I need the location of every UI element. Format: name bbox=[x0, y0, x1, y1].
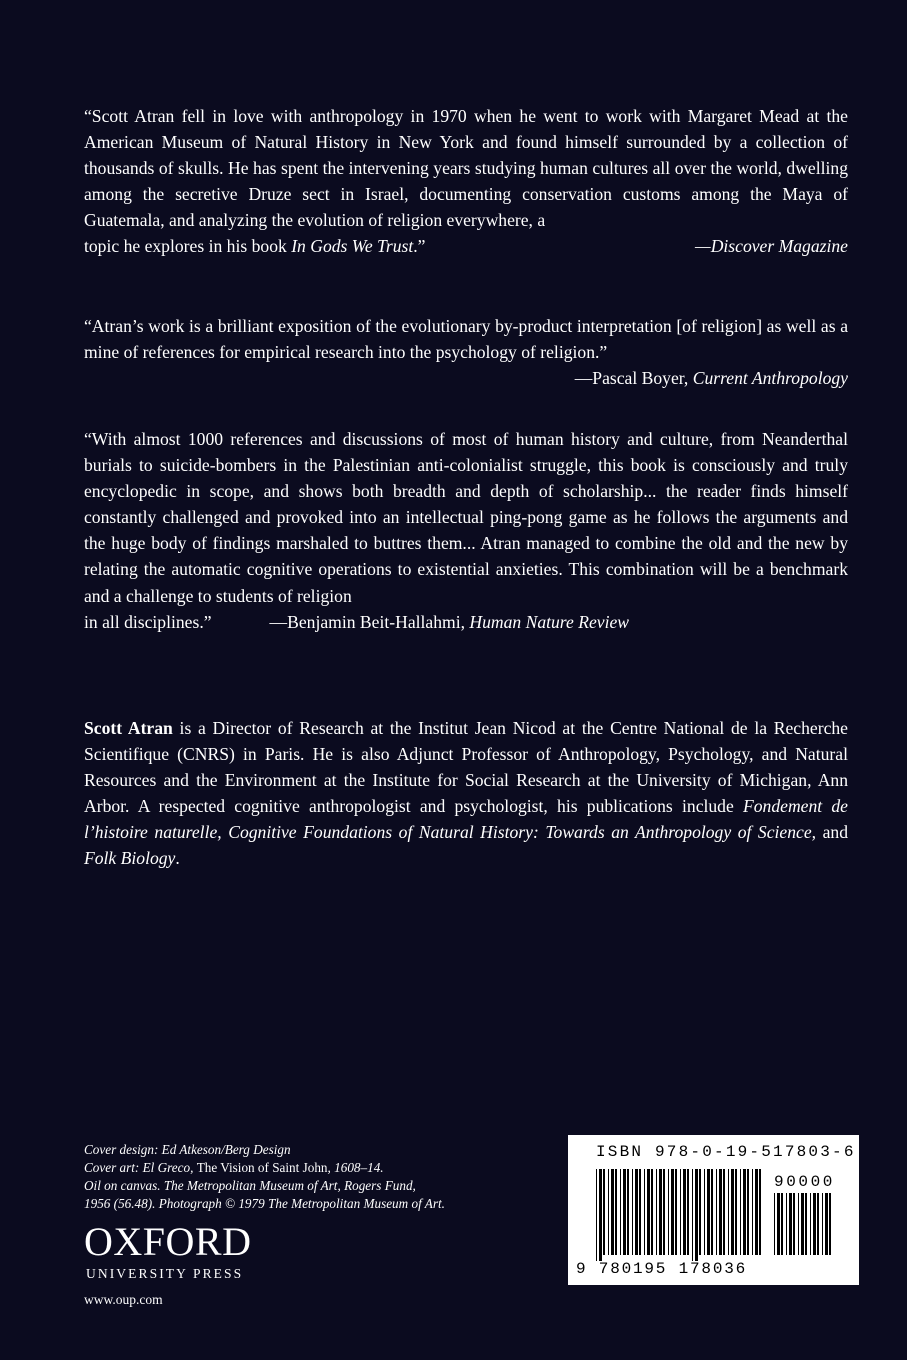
barcode-bar bbox=[620, 1169, 621, 1255]
barcode-bar bbox=[659, 1169, 662, 1255]
price-code: 90000 bbox=[774, 1173, 836, 1191]
barcode-bar bbox=[671, 1169, 674, 1255]
barcode-bar bbox=[687, 1169, 689, 1255]
oxford-subtitle: UNIVERSITY PRESS bbox=[86, 1266, 244, 1281]
barcode-bar bbox=[615, 1169, 617, 1255]
barcode-bar bbox=[647, 1169, 650, 1255]
credit-medium: Oil on canvas. The Metropolitan Museum of Art, Rogers Fund, bbox=[84, 1178, 416, 1194]
bio-works: Fondement de l’histoire naturelle, Cognitive Foundations of Natural History: Towards an Anthropology of Science, bbox=[84, 796, 848, 843]
credit-art-prefix: Cover art: El Greco, bbox=[84, 1160, 197, 1176]
quote-text-last: topic he explores in his book bbox=[84, 236, 292, 257]
barcode-bar bbox=[735, 1169, 737, 1255]
barcode-bar bbox=[810, 1193, 811, 1255]
quote-final-line bbox=[84, 233, 848, 259]
cover-credits bbox=[84, 1141, 524, 1213]
credit-art bbox=[84, 1159, 524, 1177]
barcode-bar bbox=[728, 1169, 729, 1255]
quote-attribution: —Discover Magazine bbox=[695, 236, 848, 257]
quote-attribution bbox=[84, 365, 848, 391]
barcode-bar bbox=[680, 1169, 681, 1255]
barcode-bar bbox=[623, 1169, 626, 1255]
barcode-bar bbox=[632, 1169, 633, 1255]
barcode-bar bbox=[599, 1169, 602, 1261]
barcode-bar bbox=[711, 1169, 713, 1255]
barcode-bar bbox=[743, 1169, 746, 1255]
barcode-bar bbox=[789, 1193, 792, 1255]
barcode-bar bbox=[781, 1193, 783, 1255]
barcode-bar bbox=[759, 1169, 761, 1255]
barcode-bar bbox=[644, 1169, 645, 1255]
barcode-box bbox=[568, 1135, 859, 1285]
attribution-name: —Benjamin Beit-Hallahmi, bbox=[269, 611, 470, 632]
publisher-website: www.oup.com bbox=[84, 1292, 163, 1307]
bio-text: is a Director of Research at the Institut Jean Nicod at the Centre National de la Recherche Scientifique (CNRS) in Paris. He is also Adjunct Professor of Anthropology, Psychology, and Natural Resources and the Environment at the Institute for Social Research at the University of Michigan, Ann Arbor. A respected cognitive anthropologist and psychologist, his publications include bbox=[84, 718, 848, 817]
barcode-bar bbox=[663, 1169, 665, 1255]
barcode-bar bbox=[825, 1193, 828, 1255]
barcode-bar bbox=[798, 1193, 799, 1255]
barcode-bar bbox=[731, 1169, 734, 1255]
barcode-bar bbox=[740, 1169, 741, 1255]
barcode-bar bbox=[793, 1193, 795, 1255]
barcode-bar bbox=[707, 1169, 710, 1255]
barcode-bar bbox=[704, 1169, 705, 1255]
attribution-source: Current Anthropology bbox=[692, 368, 848, 389]
barcode-bar bbox=[774, 1193, 775, 1255]
barcode-bar bbox=[699, 1169, 701, 1255]
barcode-bar bbox=[777, 1193, 780, 1255]
credit-art-title: The Vision of Saint John bbox=[196, 1160, 328, 1176]
quote-beit-hallahmi bbox=[84, 426, 848, 635]
credit-design: Cover design: Ed Atkeson/Berg Design bbox=[84, 1142, 291, 1157]
barcode-bar bbox=[627, 1169, 629, 1255]
barcode-bar bbox=[723, 1169, 725, 1255]
quote-final-line bbox=[84, 609, 848, 635]
barcode-bar bbox=[635, 1169, 638, 1255]
oxford-logo: OXFORD bbox=[84, 1219, 252, 1264]
barcode-bar bbox=[755, 1169, 758, 1255]
barcode-bar bbox=[611, 1169, 614, 1255]
barcode-bar bbox=[651, 1169, 653, 1255]
quote-text: “Atran’s work is a brilliant exposition of the evolutionary by-product interpretation [of religion] as well as a mine of references for empirical research into the psychology of religion.” bbox=[84, 316, 848, 363]
barcode-bar bbox=[603, 1169, 605, 1255]
barcode-bar bbox=[675, 1169, 677, 1255]
barcode-bar bbox=[719, 1169, 722, 1255]
isbn-label: ISBN 978-0-19-517803-6 bbox=[596, 1143, 856, 1161]
barcode-bar bbox=[817, 1193, 819, 1255]
barcode-bar bbox=[813, 1193, 816, 1255]
barcode-bar bbox=[801, 1193, 804, 1255]
barcode-bar bbox=[608, 1169, 609, 1255]
quote-text-last: in all disciplines.” bbox=[84, 611, 212, 632]
attribution-name: —Pascal Boyer, bbox=[574, 368, 693, 389]
barcode-bar bbox=[692, 1169, 693, 1261]
barcode-bar bbox=[829, 1193, 831, 1255]
quote-discover-magazine bbox=[84, 103, 848, 260]
quote-text: “Scott Atran fell in love with anthropology in 1970 when he went to work with Margaret Mead at the American Museum of Natural History in New York and found himself surrounded by a collection of thousands of skulls. He has spent the intervening years studying human cultures all over the world, dwelling among the secretive Druze sect in Israel, documenting conservation customs among the Maya of Guatemala, and analyzing the evolution of religion everywhere, a bbox=[84, 106, 848, 231]
barcode-bar bbox=[747, 1169, 749, 1255]
quote-text: “With almost 1000 references and discussions of most of human history and culture, from Neanderthal burials to suicide-bombers in the Palestinian anti-colonialist struggle, this book is consciously and truly encyclopedic in scope, and shows both breadth and depth of scholarship... the reader finds himself constantly challenged and provoked into an intellectual ping-pong game as he follows the arguments and the huge body of findings marshaled to buttres them... Atran managed to combine the old and the new by relating the automatic cognitive operations to existential anxieties. This combination will be a benchmark and a challenge to students of religion bbox=[84, 429, 848, 606]
bio-last-work: Folk Biology bbox=[84, 848, 176, 869]
barcode-bar bbox=[683, 1169, 686, 1255]
barcode-icon bbox=[596, 1169, 764, 1261]
book-title: In Gods We Trust bbox=[291, 236, 414, 257]
bio-end: . bbox=[175, 848, 180, 869]
author-name: Scott Atran bbox=[84, 718, 173, 738]
barcode-bar bbox=[786, 1193, 787, 1255]
barcode-bar bbox=[752, 1169, 753, 1255]
addon-barcode-icon bbox=[774, 1193, 836, 1261]
bio-and: and bbox=[816, 822, 848, 843]
barcode-bar bbox=[656, 1169, 657, 1255]
attribution-source: Human Nature Review bbox=[469, 611, 630, 632]
barcode-bar bbox=[805, 1193, 807, 1255]
barcode-bar bbox=[668, 1169, 669, 1255]
credit-photo: 1956 (56.48). Photograph © 1979 The Metropolitan Museum of Art. bbox=[84, 1196, 445, 1212]
barcode-bar bbox=[695, 1169, 698, 1261]
barcode-bar bbox=[639, 1169, 641, 1255]
quote-pascal-boyer bbox=[84, 313, 848, 391]
barcode-bar bbox=[716, 1169, 717, 1255]
credit-art-date: , 1608–14. bbox=[327, 1160, 384, 1176]
author-bio bbox=[84, 715, 848, 872]
barcode-bar bbox=[822, 1193, 823, 1255]
quote-text-end: .” bbox=[413, 236, 426, 257]
barcode-bar bbox=[596, 1169, 597, 1261]
ean-digits: 9 780195 178036 bbox=[576, 1260, 748, 1278]
